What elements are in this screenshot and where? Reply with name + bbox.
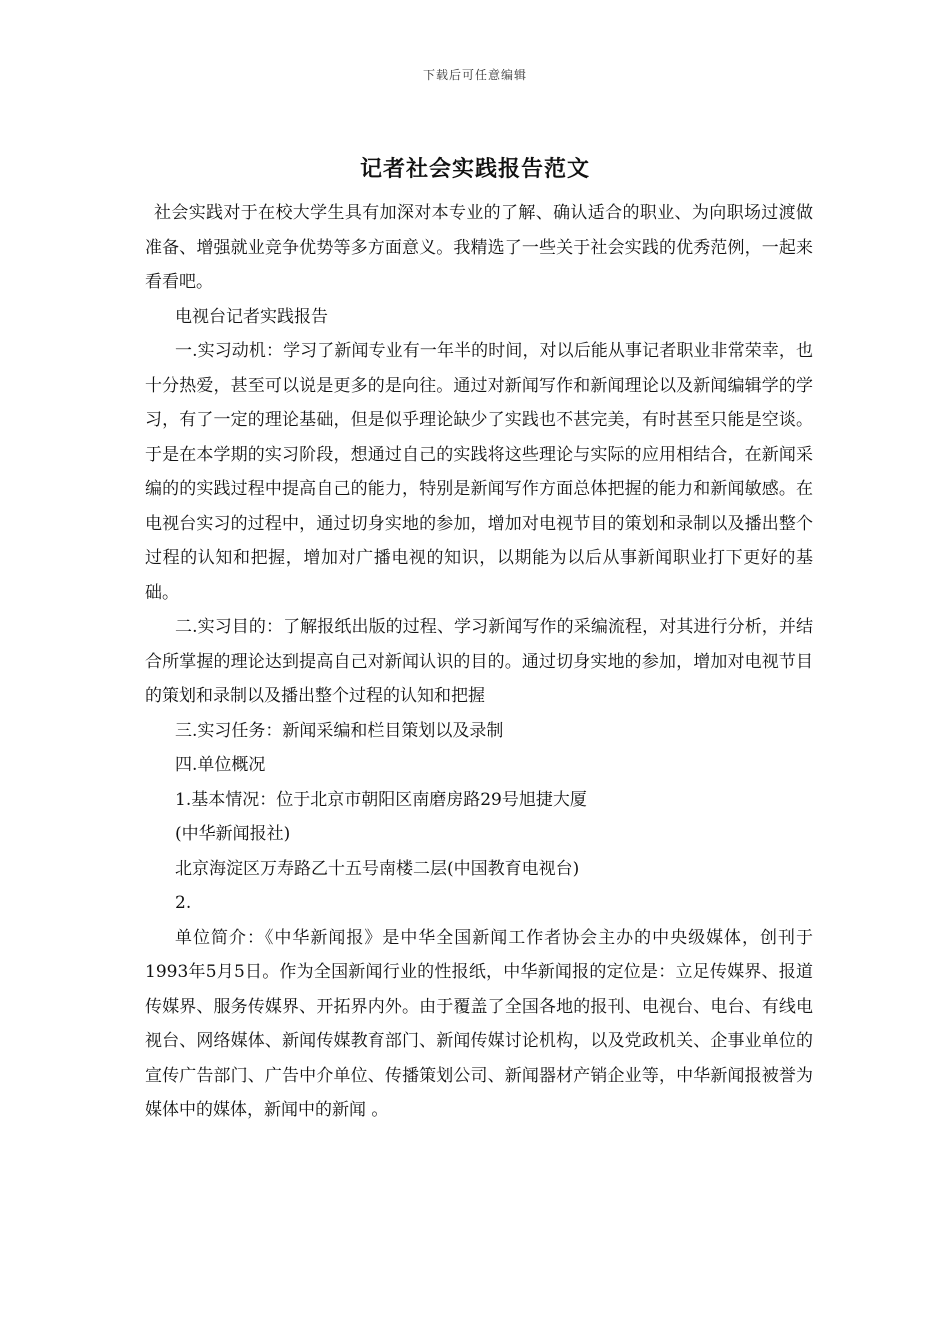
paragraph-motivation: 一.实习动机：学习了新闻专业有一年半的时间，对以后能从事记者职业非常荣幸，也十分热爱，甚至可以说是更多的是向往。通过对新闻写作和新闻理论以及新闻编辑学的学习，有了一定的理论基础，但是似乎理论缺少了实践也不甚完美，有时甚至只能是空谈。于是在本学期的实习阶段，想通过自己的实践将这些理论与实际的应用相结合，在新闻采编的的实践过程中提高自己的能力，特别是新闻写作方面总体把握的能力和新闻敏感。在电视台实习的过程中，通过切身实地的参加，增加对电视节目的策划和录制以及播出整个过程的认知和把握，增加对广播电视的知识，以期能为以后从事新闻职业打下更好的基础。: [145, 341, 813, 603]
paragraph-address-2: 北京海淀区万寿路乙十五号南楼二层(中国教育电视台): [175, 858, 580, 879]
paragraph-org-1: (中华新闻报社): [175, 824, 291, 844]
paragraph-tasks: 三.实习任务：新闻采编和栏目策划以及录制: [175, 720, 504, 741]
document-body: [145, 196, 813, 1128]
paragraph-overview: 四.单位概况: [175, 755, 266, 775]
paragraph-purpose: 二.实习目的：了解报纸出版的过程、学习新闻写作的采编流程，对其进行分析，并结合所掌握的理论达到提高自己对新闻认识的目的。通过切身实地的参加，增加对电视节目的策划和录制以及播出整个过程的认知和把握: [145, 617, 813, 706]
paragraph-number-2: 2.: [175, 893, 192, 913]
paragraph-basic-info: 1.基本情况：位于北京市朝阳区南磨房路29号旭捷大厦: [175, 789, 587, 810]
intro-paragraph: 社会实践对于在校大学生具有加深对本专业的了解、确认适合的职业、为向职场过渡做准备、增强就业竞争优势等多方面意义。我精选了一些关于社会实践的优秀范例，一起来看看吧。: [145, 203, 813, 292]
section-heading: 电视台记者实践报告: [175, 306, 328, 327]
document-title: 记者社会实践报告范文: [359, 156, 590, 182]
header-note: 下载后可任意编辑: [422, 68, 527, 82]
paragraph-intro-unit: 单位简介：《中华新闻报》是中华全国新闻工作者协会主办的中央级媒体，创刊于1993年5月5日。作为全国新闻行业的性报纸，中华新闻报的定位是：立足传媒界、报道传媒界、服务传媒界、开拓界内外。由于覆盖了全国各地的报刊、电视台、电台、有线电视台、网络媒体、新闻传媒教育部门、新闻传媒讨论机构，以及党政机关、企事业单位的宣传广告部门、广告中介单位、传播策划公司、新闻器材产销企业等，中华新闻报被誉为 媒体中的媒体，新闻中的新闻 。: [145, 927, 813, 1120]
